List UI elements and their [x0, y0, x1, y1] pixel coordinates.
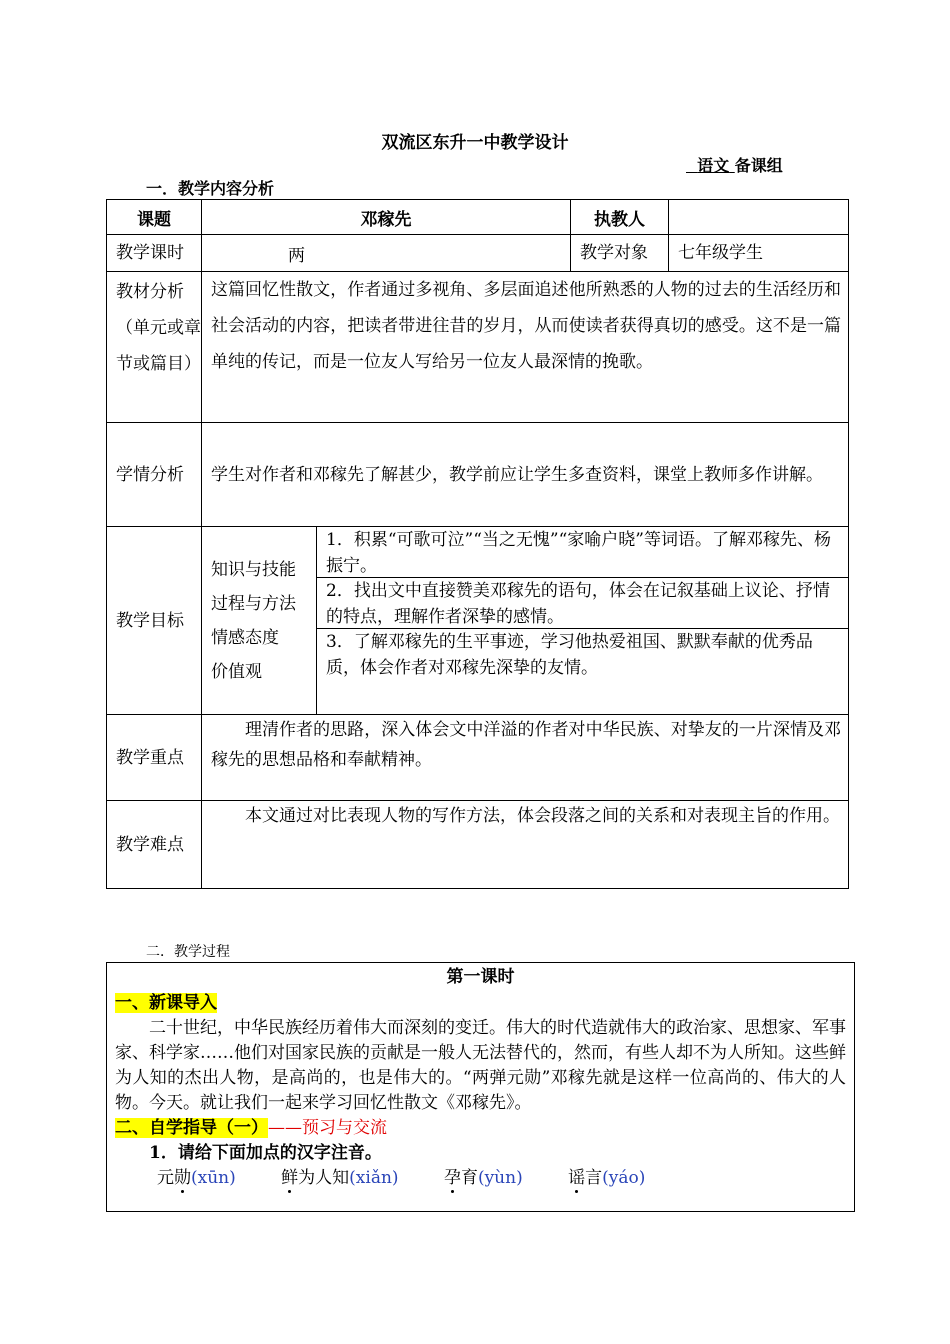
goals-label: 教学目标 — [107, 527, 202, 715]
subject-name: 语文 — [697, 156, 730, 175]
teacher-value — [669, 200, 849, 235]
student-text: 学生对作者和邓稼先了解甚少，教学前应让学生多查资料，课堂上教师多作讲解。 — [202, 423, 849, 527]
pinyin-item: 鲜为人知(xiǎn) — [281, 1168, 399, 1188]
content-analysis-table — [106, 199, 849, 889]
target-label: 教学对象 — [571, 235, 669, 272]
lesson-title: 第一课时 — [446, 967, 515, 987]
section1-heading: 一．教学内容分析 — [146, 179, 275, 198]
teaching-process-box — [106, 962, 855, 1212]
pinyin-item: 孕育(yùn) — [443, 1168, 523, 1188]
student-label: 学情分析 — [107, 423, 202, 527]
goal-item: 2．找出文中直接赞美邓稼先的语句，体会在记叙基础上议论、抒情的特点，理解作者深挚的感情。 — [317, 578, 848, 629]
part1-heading-row — [107, 991, 854, 1016]
teacher-label: 执教人 — [571, 200, 669, 235]
group-label — [686, 153, 783, 176]
question-1: 1．请给下面加点的汉字注音。 — [149, 1143, 382, 1163]
goal-item: 1．积累“可歌可泣”“当之无愧”“家喻户晓”等词语。了解邓稼先、杨振宁。 — [317, 527, 848, 578]
difficulty-label: 教学难点 — [107, 801, 202, 889]
part1-heading: 一、新课导入 — [115, 993, 217, 1013]
goal-dim: 过程与方法 — [211, 593, 296, 614]
topic-value: 邓稼先 — [202, 200, 571, 235]
hours-label: 教学课时 — [107, 235, 202, 272]
material-text: 这篇回忆性散文，作者通过多视角、多层面追述他所熟悉的人物的过去的生活经历和社会活动的内容，把读者带进往昔的岁月，从而使读者获得真切的感受。这不是一篇单纯的传记，而是一位友人写给另一位友人最深情的挽歌。 — [202, 272, 849, 423]
part2-heading: 二、自学指导（一） — [115, 1118, 268, 1138]
section2-heading: 二．教学过程 — [146, 944, 230, 960]
target-value: 七年级学生 — [669, 235, 849, 272]
key-text: 理清作者的思路，深入体会文中洋溢的作者对中华民族、对挚友的一片深情及邓稼先的思想品格和奉献精神。 — [202, 715, 849, 801]
material-label: 教材分析（单元或章节或篇目） — [107, 272, 202, 423]
goal-dim: 价值观 — [211, 661, 262, 682]
document-title: 双流区东升一中教学设计 — [381, 133, 569, 153]
part2-heading-row — [107, 1116, 854, 1141]
goal-item: 3．了解邓稼先的生平事迹，学习他热爱祖国、默默奉献的优秀品质，体会作者对邓稼先深挚的友情。 — [326, 632, 813, 678]
part2-suffix: ——预习与交流 — [268, 1118, 387, 1138]
topic-label: 课题 — [107, 200, 202, 235]
pinyin-item: 谣言(yáo) — [568, 1168, 646, 1188]
goal-dimensions — [202, 527, 317, 715]
key-label: 教学重点 — [107, 715, 202, 801]
hours-value: 两 — [202, 235, 571, 272]
pinyin-item: 元勋(xūn) — [157, 1168, 236, 1188]
difficulty-text: 本文通过对比表现人物的写作方法，体会段落之间的关系和对表现主旨的作用。 — [202, 801, 849, 889]
pinyin-row — [107, 1166, 854, 1191]
part1-text: 二十世纪，中华民族经历着伟大而深刻的变迁。伟大的时代造就伟大的政治家、思想家、军事家、科学家……他们对国家民族的贡献是一般人无法替代的，然而，有些人却不为人所知。这些鲜为人知的杰出人物，是高尚的，也是伟大的。“两弹元勋”邓稼先就是这样一位高尚的、伟大的人物。今天。就让我们一起来学习回忆性散文《邓稼先》。 — [115, 1018, 846, 1113]
goal-dim: 情感态度 — [211, 627, 279, 648]
goal-list — [317, 527, 849, 715]
group-name: 备课组 — [734, 156, 783, 175]
goal-dim: 知识与技能 — [211, 559, 296, 580]
